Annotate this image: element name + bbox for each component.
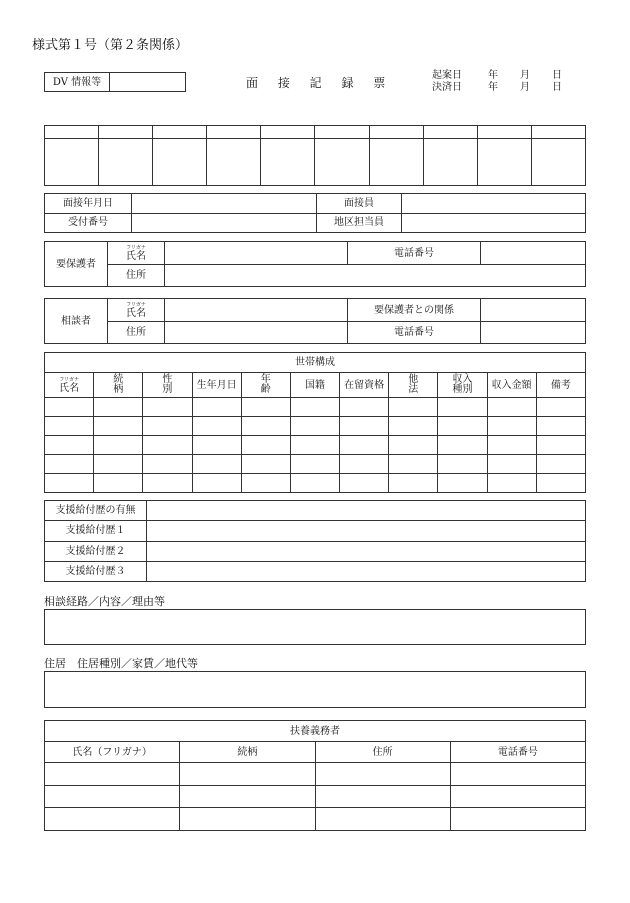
protected-furigana: フリガナ: [126, 244, 146, 251]
support-history-1-field[interactable]: [147, 521, 586, 541]
consultant-phone-field[interactable]: [481, 322, 586, 344]
consultant-relation-field[interactable]: [481, 299, 586, 322]
household-col-income-amount: 収入金額: [487, 373, 536, 398]
table-row: [45, 808, 586, 831]
kian-month: 月: [520, 70, 530, 81]
protected-name-label: 氏名: [126, 250, 146, 262]
household-furigana: フリガナ: [59, 376, 79, 383]
support-table: [44, 500, 586, 582]
stamp-head: [477, 126, 531, 139]
interview-date-field[interactable]: [132, 194, 317, 214]
kessai-label: 決済日: [432, 82, 462, 93]
support-history-2-label: 支援給付歴２: [45, 541, 147, 561]
kessai-year: 年: [488, 82, 498, 93]
support-history-3-field[interactable]: [147, 561, 586, 581]
stamp-box[interactable]: [477, 139, 531, 186]
stamp-box[interactable]: [315, 139, 369, 186]
household-col-residence-status: 在留資格: [340, 373, 389, 398]
household-col-notes: 備考: [536, 373, 585, 398]
dv-info-table: [44, 72, 186, 92]
stamp-box[interactable]: [99, 139, 153, 186]
form-title: 面 接 記 録 票: [246, 76, 394, 90]
interview-table: [44, 193, 586, 233]
household-col-relation: 続柄: [94, 373, 143, 398]
support-history-3-label: 支援給付歴３: [45, 561, 147, 581]
household-col-birthdate: 生年月日: [192, 373, 241, 398]
stamp-box[interactable]: [45, 139, 99, 186]
protected-phone-field[interactable]: [481, 242, 586, 265]
household-col-name: フリガナ 氏名: [45, 373, 94, 398]
dependents-title: 扶養義務者: [45, 721, 586, 742]
household-col-income-type: 収入種別: [438, 373, 487, 398]
dv-info-label: DV 情報等: [45, 73, 110, 92]
district-label: 地区担当員: [317, 213, 402, 233]
protected-name-field[interactable]: [165, 242, 348, 265]
dependents-col-relation: 続柄: [180, 742, 315, 763]
protected-section-label: 要保護者: [45, 242, 108, 287]
protected-address-field[interactable]: [165, 265, 586, 287]
support-has-label: 支援給付歴の有無: [45, 501, 147, 521]
stamp-head: [315, 126, 369, 139]
consult-route-label: 相談経路／内容／理由等: [44, 595, 165, 608]
stamp-head: [423, 126, 477, 139]
household-col-nationality: 国籍: [290, 373, 339, 398]
consultant-address-label: 住所: [108, 322, 165, 344]
consultant-name-field[interactable]: [165, 299, 348, 322]
stamp-head: [153, 126, 207, 139]
kessai-month: 月: [520, 82, 530, 93]
stamp-head: [99, 126, 153, 139]
stamp-box[interactable]: [423, 139, 477, 186]
table-row: [45, 763, 586, 786]
dependents-col-phone: 電話番号: [450, 742, 585, 763]
dependents-col-address: 住所: [315, 742, 450, 763]
kian-label: 起案日: [432, 70, 462, 81]
stamp-head: [261, 126, 315, 139]
protected-name-cell: [108, 242, 165, 265]
table-row: [45, 785, 586, 808]
stamp-head: [531, 126, 585, 139]
dependents-table: [44, 720, 586, 831]
interview-date-label: 面接年月日: [45, 194, 132, 214]
consultant-section-label: 相談者: [45, 299, 108, 344]
consultant-table: [44, 298, 586, 344]
kian-year: 年: [488, 70, 498, 81]
consultant-phone-label: 電話番号: [348, 322, 481, 344]
stamp-grid: [44, 125, 586, 186]
table-row: [45, 455, 586, 474]
table-row: [45, 417, 586, 436]
consult-route-field[interactable]: [44, 609, 586, 645]
form-code: 様式第１号（第２条関係）: [32, 38, 189, 53]
household-col-other-law: 他法: [389, 373, 438, 398]
table-row: [45, 474, 586, 493]
interviewer-field[interactable]: [402, 194, 586, 214]
stamp-box[interactable]: [531, 139, 585, 186]
table-row: [45, 398, 586, 417]
approval-block: [432, 70, 562, 94]
consultant-relation-label: 要保護者との関係: [348, 299, 481, 322]
consultant-name-label: 氏名: [126, 307, 146, 319]
protected-table: [44, 241, 586, 287]
consultant-address-field[interactable]: [165, 322, 348, 344]
stamp-box[interactable]: [207, 139, 261, 186]
receipt-field[interactable]: [132, 213, 317, 233]
table-row: [45, 436, 586, 455]
consultant-furigana: フリガナ: [126, 301, 146, 308]
household-col-sex: 性別: [143, 373, 192, 398]
dv-info-field[interactable]: [110, 73, 186, 92]
residence-label: 住居 住居種別／家賃／地代等: [44, 657, 198, 670]
support-history-1-label: 支援給付歴１: [45, 521, 147, 541]
protected-address-label: 住所: [108, 265, 165, 287]
kessai-day: 日: [552, 82, 562, 93]
stamp-box[interactable]: [153, 139, 207, 186]
district-field[interactable]: [402, 213, 586, 233]
dependents-col-name: 氏名（フリガナ）: [45, 742, 180, 763]
household-title: 世帯構成: [45, 353, 586, 373]
stamp-head: [207, 126, 261, 139]
consultant-name-cell: [108, 299, 165, 322]
protected-phone-label: 電話番号: [348, 242, 481, 265]
residence-field[interactable]: [44, 671, 586, 708]
support-history-2-field[interactable]: [147, 541, 586, 561]
interviewer-label: 面接員: [317, 194, 402, 214]
kian-day: 日: [552, 70, 562, 81]
receipt-label: 受付番号: [45, 213, 132, 233]
stamp-box[interactable]: [369, 139, 423, 186]
household-table: [44, 352, 586, 493]
household-col-age: 年齢: [241, 373, 290, 398]
stamp-head: [369, 126, 423, 139]
stamp-head: [45, 126, 99, 139]
support-has-field[interactable]: [147, 501, 586, 521]
stamp-box[interactable]: [261, 139, 315, 186]
